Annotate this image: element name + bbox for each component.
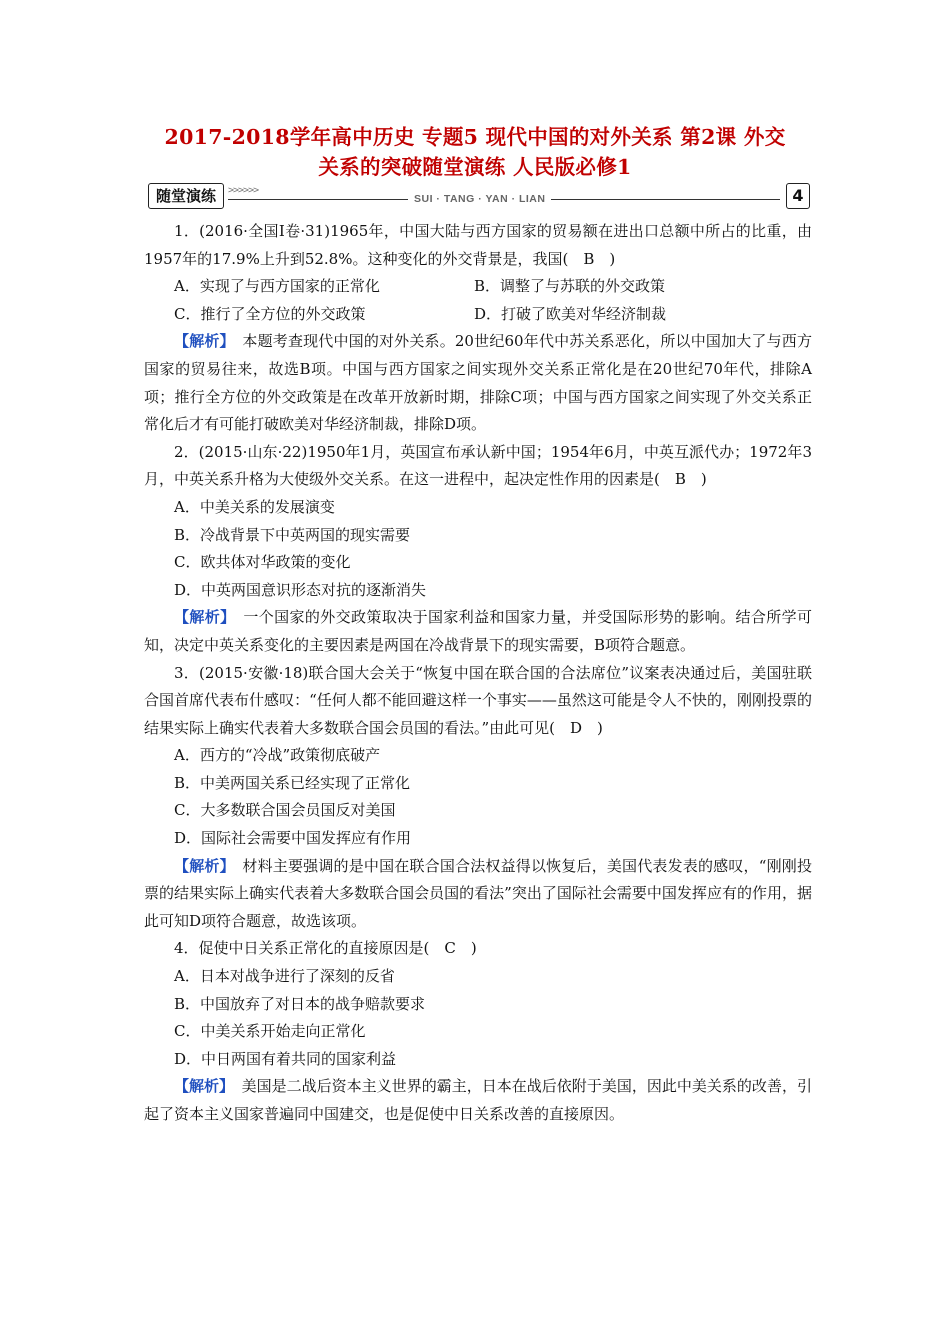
- analysis-text: 材料主要强调的是中国在联合国合法权益得以恢复后，美国代表发表的感叹，“刚刚投票的结果实际上确实代表着大多数联合国会员国的看法”突出了国际社会需要中国发挥应有的作用，据此可知D项符合题意，故选该项。: [144, 856, 812, 930]
- option-c: C．推行了全方位的外交政策: [174, 304, 366, 323]
- analysis-tag: 【 解析 】: [174, 332, 227, 350]
- question-3: [144, 660, 812, 936]
- option-a: A．实现了与西方国家的正常化: [174, 277, 380, 296]
- question-list: [144, 218, 812, 1129]
- question-stem: 1．(2016·全国Ⅰ卷·31)1965年，中国大陆与西方国家的贸易额在进出口总额中所占的比重，由1957年的17.9%上升到52.8%。这种变化的外交背景是，我国( B ): [144, 222, 812, 268]
- analysis-text: 本题考查现代中国的对外关系。20世纪60年代中苏关系恶化，所以中国加大了与西方国家的贸易往来，故选B项。中国与西方国家之间实现外交关系正常化是在20世纪70年代，排除A项；推行全方位的外交政策是在改革开放新时期，排除C项；中国与西方国家之间实现了外交关系正常化后才有可能打破欧美对华经济制裁，排除D项。: [144, 332, 812, 434]
- question-stem: 3．(2015·安徽·18)联合国大会关于“恢复中国在联合国的合法席位”议案表决通过后，美国驻联合国首席代表布什感叹：“任何人都不能回避这样一个事实——虽然这可能是令人不快的，刚刚投票的结果实际上确实代表着大多数联合国会员国的看法。”由此可见( D ): [144, 663, 812, 737]
- option-a: A．西方的“冷战”政策彻底破产: [174, 746, 381, 765]
- analysis-paragraph: [144, 1073, 812, 1128]
- option-d: D．打破了欧美对华经济制裁: [474, 304, 667, 323]
- title-line-1: 2017-2018学年高中历史 专题5 现代中国的对外关系 第2课 外交: [164, 125, 786, 149]
- analysis-paragraph: [144, 604, 812, 659]
- option-row: [144, 301, 812, 329]
- analysis-tag: 【 解析 】: [174, 608, 228, 626]
- option-d: D．中日两国有着共同的国家利益: [174, 1049, 397, 1068]
- option-a: A．中美关系的发展演变: [174, 497, 335, 516]
- banner-label: 随堂演练: [148, 183, 224, 209]
- option-c: C．中美关系开始走向正常化: [174, 1022, 366, 1041]
- banner-number: 4: [786, 183, 810, 209]
- analysis-tag: 【 解析 】: [174, 1077, 227, 1095]
- option-b: B．冷战背景下中英两国的现实需要: [174, 525, 411, 544]
- option-c: C．欧共体对华政策的变化: [174, 553, 351, 572]
- question-4: [144, 935, 812, 1128]
- question-stem: 2．(2015·山东·22)1950年1月，英国宣布承认新中国；1954年6月，中英互派代办；1972年3月，中英关系升格为大使级外交关系。在这一进程中，起决定性作用的因素是( B ): [144, 442, 812, 489]
- analysis-paragraph: [144, 853, 812, 936]
- banner-pinyin: SUI · TANG · YAN · LIAN: [408, 193, 551, 205]
- title-line-2: 关系的突破随堂演练 人民版必修1: [318, 155, 632, 179]
- analysis-text: 美国是二战后资本主义世界的霸主，日本在战后依附于美国，因此中美关系的改善，引起了资本主义国家普遍同中国建交，也是促使中日关系改善的直接原因。: [144, 1077, 812, 1123]
- option-row: [144, 273, 812, 301]
- option-d: D．中英两国意识形态对抗的逐渐消失: [174, 580, 427, 599]
- option-b: B．中美两国关系已经实现了正常化: [174, 773, 411, 792]
- document-title: [120, 122, 830, 182]
- analysis-text: 一个国家的外交政策取决于国家利益和国家力量，并受国际形势的影响。结合所学可知，决定中英关系变化的主要因素是两国在冷战背景下的现实需要，B项符合题意。: [144, 608, 812, 654]
- question-1: [144, 218, 812, 439]
- section-banner: [148, 183, 810, 211]
- analysis-paragraph: [144, 328, 812, 438]
- option-b: B．调整了与苏联的外交政策: [474, 277, 666, 296]
- question-stem: 4．促使中日关系正常化的直接原因是( C ): [174, 939, 477, 958]
- option-d: D．国际社会需要中国发挥应有作用: [174, 829, 412, 848]
- question-2: [144, 439, 812, 660]
- option-a: A．日本对战争进行了深刻的反省: [174, 967, 395, 986]
- option-b: B．中国放弃了对日本的战争赔款要求: [174, 994, 426, 1013]
- banner-arrows: >>>>>>: [228, 185, 259, 196]
- option-c: C．大多数联合国会员国反对美国: [174, 801, 396, 820]
- analysis-tag: 【 解析 】: [174, 857, 227, 875]
